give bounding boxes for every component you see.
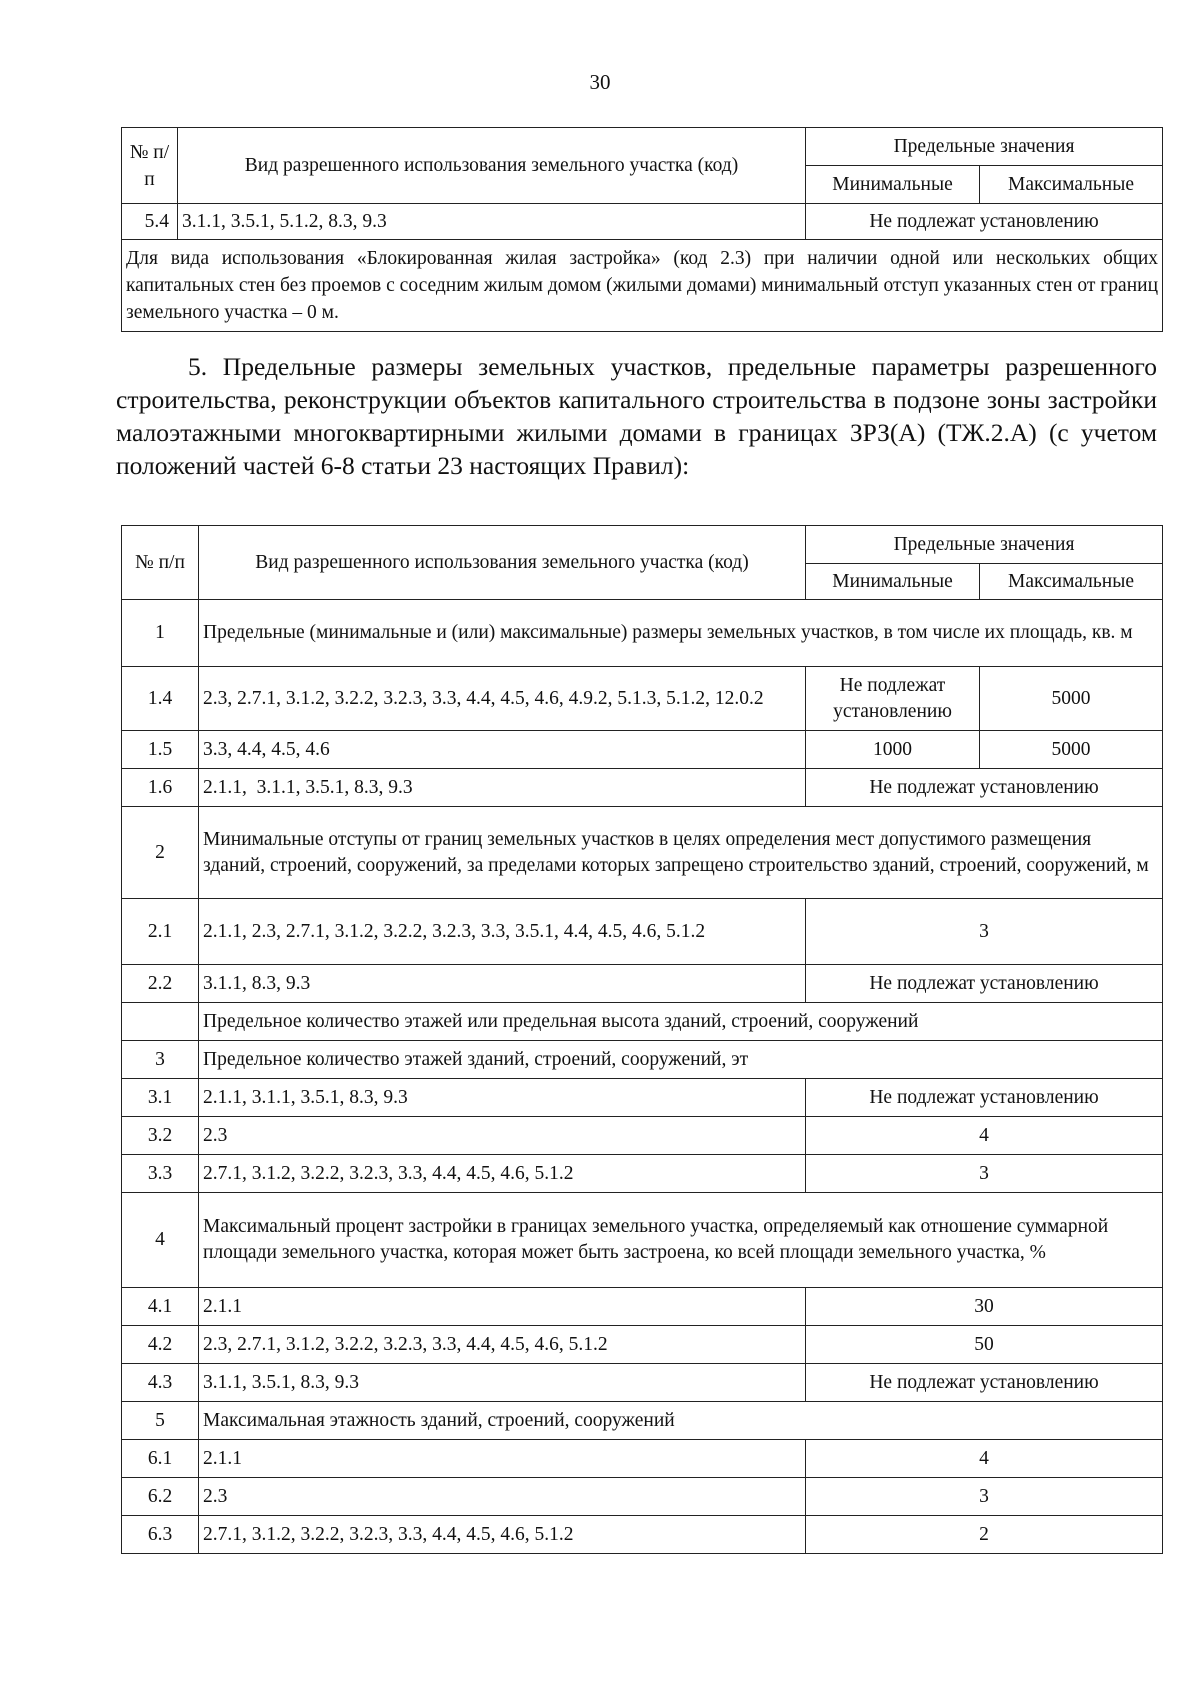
header-min: Минимальные [806,166,980,204]
table-row [122,1326,1163,1364]
table-row [122,769,1163,807]
row-number: 4.2 [122,1326,199,1364]
header-min: Минимальные [806,564,980,600]
row-number: 1.5 [122,731,199,769]
header-kind: Вид разрешенного использования земельного участка (код) [199,526,806,600]
row-value: 3 [806,1478,1163,1516]
row-codes: 2.1.1, 3.1.1, 3.5.1, 8.3, 9.3 [199,769,806,807]
table-limits-previous [121,127,1163,332]
row-number: 2 [122,807,199,899]
row-section-title: Предельные (минимальные и (или) максимальные) размеры земельных участков, в том числе их площадь, кв. м [199,600,1163,667]
section-paragraph: 5. Предельные размеры земельных участков, предельные параметры разрешенного строительства, реконструкции объектов капитального строительства в подзоне зоны застройки малоэтажными многоквартирными жилыми домами в границах ЗРЗ(А) (ТЖ.2.А) (с учетом положений частей 6-8 статьи 23 настоящих Правил): [116,352,1157,480]
table-row [122,965,1163,1003]
header-max: Максимальные [980,564,1163,600]
table-row [122,1193,1163,1288]
page-number: 30 [589,70,611,94]
row-codes: 2.3 [199,1117,806,1155]
table-row [122,1364,1163,1402]
row-number: 3 [122,1041,199,1079]
row-min: Не подлежат установлению [806,667,980,731]
table-row [122,731,1163,769]
table-row [122,1003,1163,1041]
row-value: 3 [806,899,1163,965]
row-value: Не подлежат установлению [806,204,1163,240]
row-codes: 2.1.1, 3.1.1, 3.5.1, 8.3, 9.3 [199,1079,806,1117]
row-number: 6.1 [122,1440,199,1478]
row-value: Не подлежат установлению [806,769,1163,807]
header-limits: Предельные значения [806,526,1163,564]
row-value: 2 [806,1516,1163,1554]
table-row [122,1478,1163,1516]
row-codes: 3.1.1, 3.5.1, 8.3, 9.3 [199,1364,806,1402]
row-codes: 2.1.1 [199,1288,806,1326]
row-number: 1.6 [122,769,199,807]
row-max: 5000 [980,731,1163,769]
row-number: 2.2 [122,965,199,1003]
header-kind: Вид разрешенного использования земельного участка (код) [178,128,806,204]
row-section-title: Предельное количество этажей зданий, строений, сооружений, эт [199,1041,1163,1079]
row-value: 4 [806,1117,1163,1155]
row-max: 5000 [980,667,1163,731]
row-codes: 2.1.1, 2.3, 2.7.1, 3.1.2, 3.2.2, 3.2.3, 3.3, 3.5.1, 4.4, 4.5, 4.6, 5.1.2 [199,899,806,965]
table-row [122,807,1163,899]
row-number: 1.4 [122,667,199,731]
row-section-title: Максимальная этажность зданий, строений, сооружений [199,1402,1163,1440]
row-number: 6.2 [122,1478,199,1516]
header-limits: Предельные значения [806,128,1163,166]
header-max: Максимальные [980,166,1163,204]
row-value: 4 [806,1440,1163,1478]
table-row [122,600,1163,667]
row-codes: 2.1.1 [199,1440,806,1478]
table-row [122,899,1163,965]
row-codes: 2.3 [199,1478,806,1516]
row-section-title: Предельное количество этажей или предельная высота зданий, строений, сооружений [199,1003,1163,1041]
table-row [122,1402,1163,1440]
row-value: Не подлежат установлению [806,1364,1163,1402]
table-row [122,667,1163,731]
row-codes: 2.7.1, 3.1.2, 3.2.2, 3.2.3, 3.3, 4.4, 4.5, 4.6, 5.1.2 [199,1516,806,1554]
row-value: 30 [806,1288,1163,1326]
row-value: Не подлежат установлению [806,1079,1163,1117]
row-codes: 2.7.1, 3.1.2, 3.2.2, 3.2.3, 3.3, 4.4, 4.5, 4.6, 5.1.2 [199,1155,806,1193]
row-number: 4.3 [122,1364,199,1402]
row-number: 1 [122,600,199,667]
row-min: 1000 [806,731,980,769]
row-codes: 2.3, 2.7.1, 3.1.2, 3.2.2, 3.2.3, 3.3, 4.4, 4.5, 4.6, 4.9.2, 5.1.3, 5.1.2, 12.0.2 [199,667,806,731]
table-row [122,1079,1163,1117]
row-number: 4.1 [122,1288,199,1326]
table-row [122,1440,1163,1478]
row-number: 6.3 [122,1516,199,1554]
header-number: № п/п [122,128,178,204]
table-row [122,1516,1163,1554]
row-codes: 3.1.1, 8.3, 9.3 [199,965,806,1003]
table-row [122,1041,1163,1079]
row-section-title: Максимальный процент застройки в границах земельного участка, определяемый как отношение суммарной площади земельного участка, которая может быть застроена, ко всей площади земельного участка, % [199,1193,1163,1288]
row-number: 3.1 [122,1079,199,1117]
row-value: 3 [806,1155,1163,1193]
row-codes: 2.3, 2.7.1, 3.1.2, 3.2.2, 3.2.3, 3.3, 4.4, 4.5, 4.6, 5.1.2 [199,1326,806,1364]
table-row [122,1117,1163,1155]
header-number: № п/п [122,526,199,600]
row-number: 5.4 [122,204,178,240]
table-row [122,204,1163,240]
row-number [122,1003,199,1041]
row-number: 3.3 [122,1155,199,1193]
row-codes: 3.1.1, 3.5.1, 5.1.2, 8.3, 9.3 [178,204,806,240]
row-section-title: Минимальные отступы от границ земельных участков в целях определения мест допустимого размещения зданий, строений, сооружений, за пределами которых запрещено строительство зданий, строений, сооружений, м [199,807,1163,899]
table-row [122,1288,1163,1326]
row-number: 4 [122,1193,199,1288]
table-limits-tzh2a [121,525,1163,1554]
row-number: 5 [122,1402,199,1440]
row-number: 2.1 [122,899,199,965]
row-number: 3.2 [122,1117,199,1155]
table-row [122,1155,1163,1193]
row-value: 50 [806,1326,1163,1364]
row-value: Не подлежат установлению [806,965,1163,1003]
row-codes: 3.3, 4.4, 4.5, 4.6 [199,731,806,769]
table-note: Для вида использования «Блокированная жилая застройка» (код 2.3) при наличии одной или нескольких общих капитальных стен без проемов с соседним жилым домом (жилыми домами) минимальный отступ указанных стен от границ земельного участка – 0 м. [122,240,1163,332]
